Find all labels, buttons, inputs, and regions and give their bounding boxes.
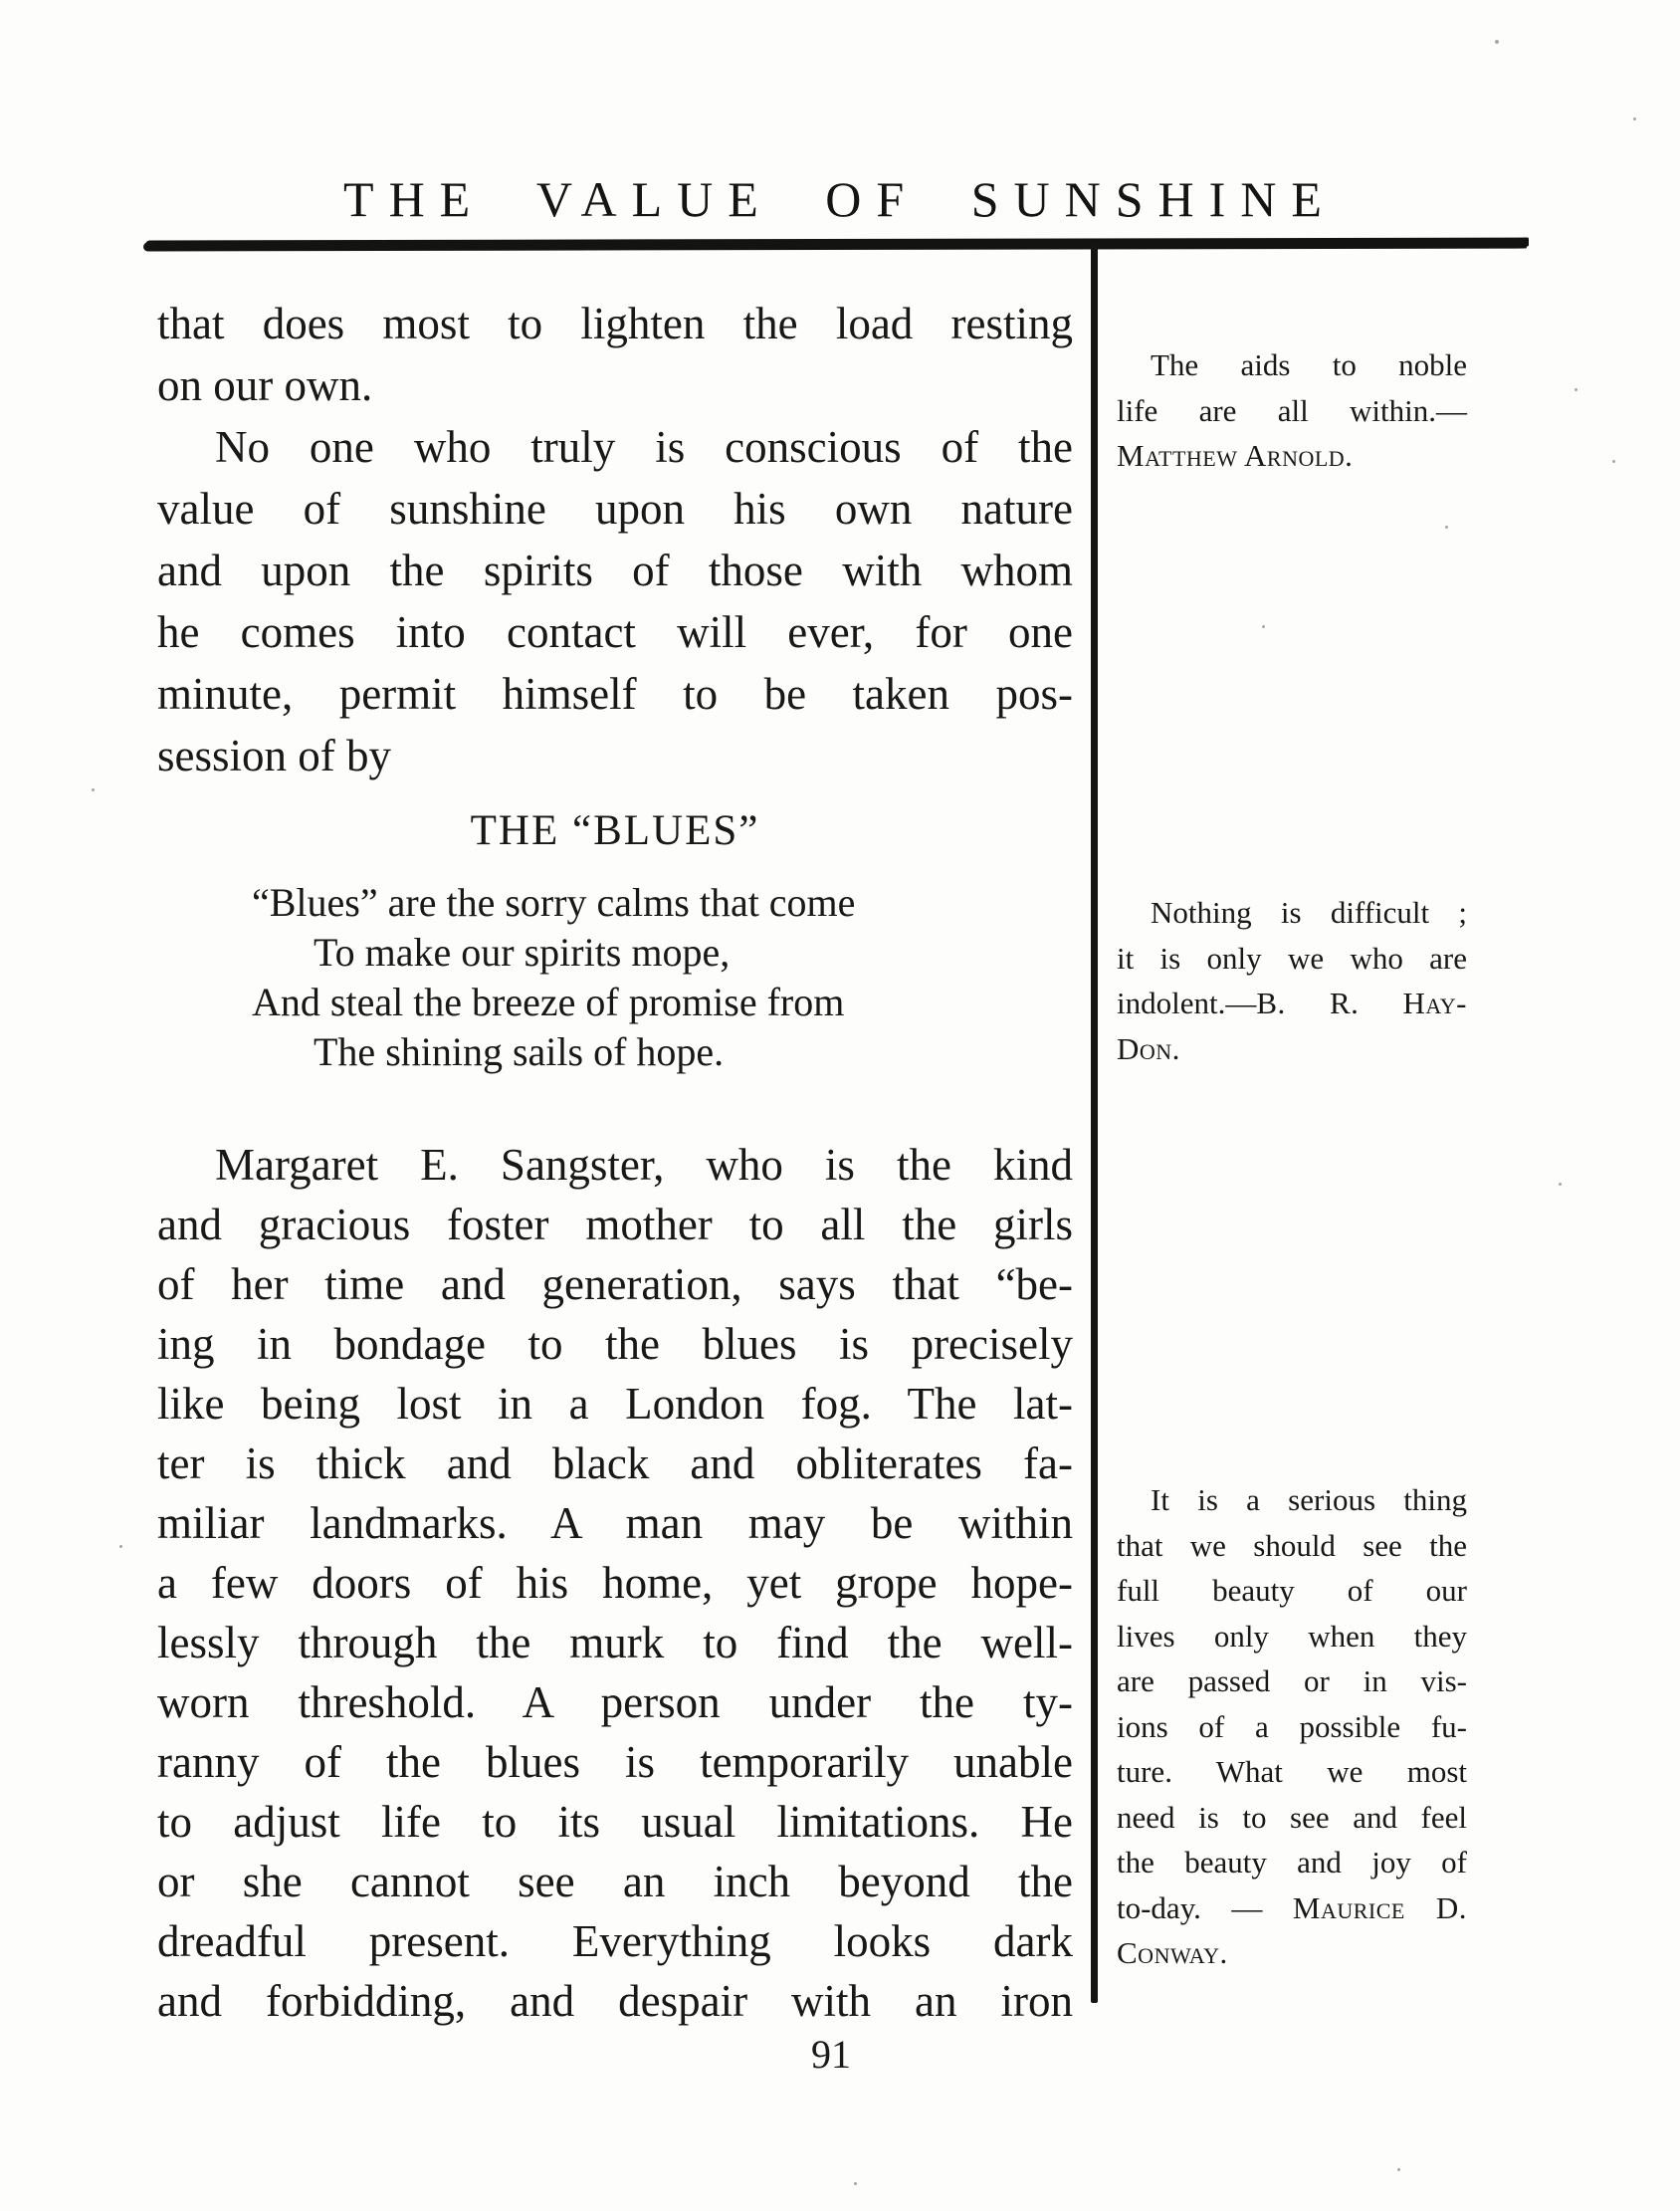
- text-line: ter is thick and black and obliterates fa-: [157, 1438, 1073, 1488]
- paragraph-continuation: [157, 293, 1073, 416]
- section-heading: THE “BLUES”: [470, 807, 760, 854]
- poem-stanza: [252, 878, 1048, 1077]
- text-line: miliar landmarks. A man may be within: [157, 1498, 1073, 1548]
- scan-speck: [1397, 2168, 1400, 2171]
- text-line: of her time and generation, says that “be-: [157, 1259, 1073, 1309]
- text-line: to adjust life to its usual limitations. He: [157, 1797, 1073, 1847]
- margin-quote-arnold: [1117, 342, 1467, 479]
- text-line: like being lost in a London fog. The lat-: [157, 1379, 1073, 1429]
- quote-line: It is a serious thing: [1151, 1482, 1467, 1517]
- text-line: he comes into contact will ever, for one: [157, 607, 1073, 657]
- margin-quote-conway: [1117, 1477, 1467, 1976]
- quote-line: Conway.: [1117, 1935, 1228, 1970]
- page-number: 91: [811, 2032, 851, 2077]
- text-line: or she cannot see an inch beyond the: [157, 1857, 1073, 1906]
- text-line: on our own.: [157, 360, 373, 410]
- running-header-title: THE VALUE OF SUNSHINE: [343, 171, 1337, 227]
- text-line: and upon the spirits of those with whom: [157, 546, 1073, 595]
- scan-speck: [119, 1545, 122, 1548]
- quote-line: ions of a possible fu-: [1117, 1708, 1467, 1744]
- text-line: ing in bondage to the blues is precisely: [157, 1319, 1073, 1369]
- scan-speck: [1495, 40, 1499, 44]
- scan-speck: [1559, 1183, 1562, 1186]
- quote-line: that we should see the: [1117, 1527, 1467, 1563]
- paragraph: [157, 416, 1073, 786]
- scan-speck: [1633, 117, 1636, 120]
- text-line: No one who truly is conscious of the: [215, 422, 1073, 472]
- text-line: ranny of the blues is temporarily unable: [157, 1737, 1073, 1787]
- text-line: lessly through the murk to find the well-: [157, 1618, 1073, 1667]
- paragraph: [157, 1135, 1073, 2031]
- scan-speck: [1262, 625, 1265, 628]
- poem-line: And steal the breeze of promise from: [252, 980, 845, 1024]
- scan-speck: [854, 2182, 857, 2185]
- quote-line: need is to see and feel: [1117, 1799, 1467, 1835]
- text-line: and gracious foster mother to all the girls: [157, 1200, 1073, 1249]
- scan-speck: [92, 788, 95, 791]
- text-line: dreadful present. Everything looks dark: [157, 1916, 1073, 1966]
- poem-line: To make our spirits mope,: [314, 930, 731, 975]
- scan-speck: [1575, 388, 1577, 391]
- text-line: a few doors of his home, yet grope hope-: [157, 1558, 1073, 1608]
- quote-line: The aids to noble: [1151, 347, 1467, 382]
- quote-line: full beauty of our: [1117, 1573, 1467, 1608]
- text-line: value of sunshine upon his own nature: [157, 484, 1073, 534]
- margin-quote-haydon: [1117, 890, 1467, 1071]
- quote-line: Matthew Arnold.: [1117, 438, 1354, 473]
- text-line: and forbidding, and despair with an iron: [157, 1976, 1073, 2026]
- poem-line: “Blues” are the sorry calms that come: [252, 880, 856, 925]
- header-rule: [145, 238, 1529, 250]
- text-line: minute, permit himself to be taken pos-: [157, 669, 1073, 719]
- text-line: session of by: [157, 731, 391, 780]
- quote-line: Don.: [1117, 1030, 1180, 1066]
- text-line: worn threshold. A person under the ty-: [157, 1677, 1073, 1727]
- quote-line: Nothing is difficult ;: [1151, 895, 1467, 930]
- column-divider-rule: [1091, 242, 1098, 2003]
- quote-line: it is only we who are: [1117, 940, 1467, 976]
- quote-line: the beauty and joy of: [1117, 1845, 1467, 1879]
- quote-line: lives only when they: [1117, 1618, 1467, 1654]
- quote-line: ture. What we most: [1117, 1754, 1467, 1789]
- text-line: that does most to lighten the load resting: [157, 299, 1073, 348]
- scan-speck: [1445, 526, 1448, 529]
- quote-line: indolent.—B. R. Hay-: [1117, 986, 1467, 1020]
- text-line: Margaret E. Sangster, who is the kind: [215, 1140, 1073, 1190]
- quote-line: life are all within.—: [1117, 392, 1467, 428]
- scan-speck: [1612, 460, 1615, 463]
- poem-line: The shining sails of hope.: [314, 1029, 725, 1074]
- quote-line: to-day. — Maurice D.: [1117, 1889, 1468, 1925]
- quote-line: are passed or in vis-: [1117, 1663, 1467, 1698]
